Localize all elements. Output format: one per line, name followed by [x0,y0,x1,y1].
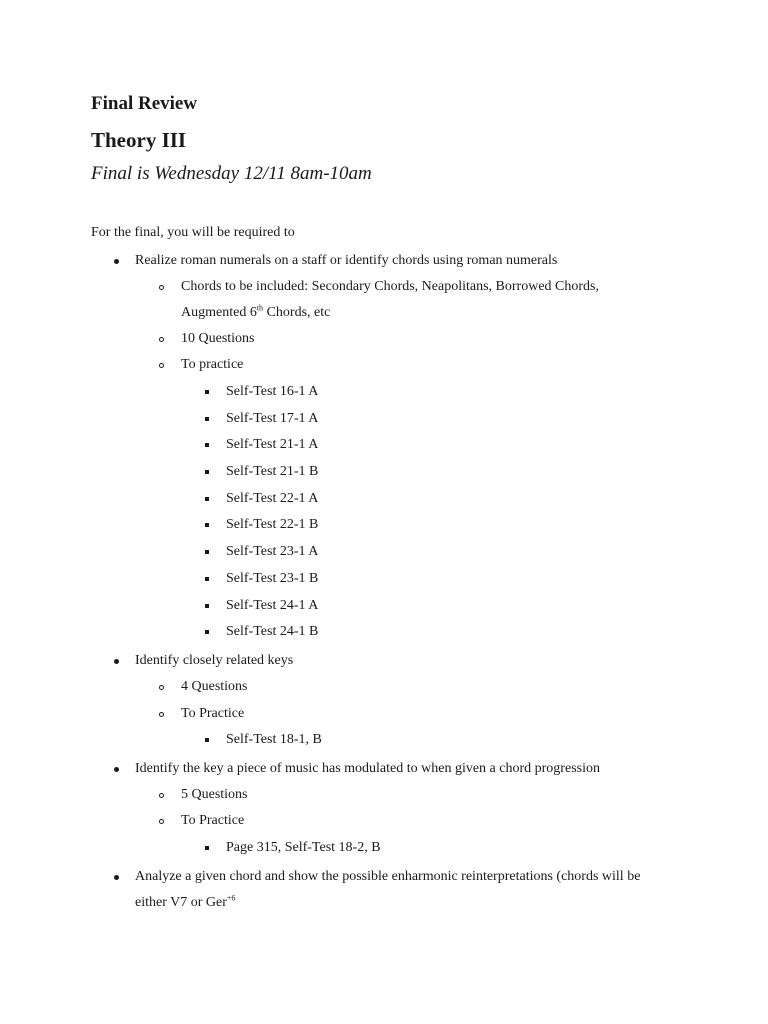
circle-bullet-icon [159,712,164,717]
circle-bullet-icon [159,337,164,342]
bullet-dot-icon [114,767,119,772]
self-test-item: Self-Test 17-1 A [226,411,319,426]
circle-bullet-icon [159,363,164,368]
bullet-dot-icon [114,659,119,664]
square-bullet-icon [205,738,209,742]
sub-item-chords: Chords to be included: Secondary Chords, Neapolitans, Borrowed Chords, [181,279,599,294]
square-bullet-icon [205,417,209,421]
sub-item-questions: 10 Questions [181,331,255,346]
course-name: Theory III [91,128,187,152]
item-enharmonic: Analyze a given chord and show the possible enharmonic reinterpretations (chords will be [135,869,641,884]
item-roman-numerals: Realize roman numerals on a staff or identify chords using roman numerals [135,253,558,268]
square-bullet-icon [205,390,209,394]
sub-item-chords-continued: Augmented 6th Chords, etc [181,303,331,320]
circle-bullet-icon [159,285,164,290]
self-test-item: Self-Test 22-1 A [226,491,319,506]
sub-item-practice: To practice [181,357,244,372]
self-test-item: Self-Test 22-1 B [226,517,319,532]
sub-item-practice: To Practice [181,706,245,721]
circle-bullet-icon [159,685,164,690]
self-test-item: Page 315, Self-Test 18-2, B [226,840,381,855]
self-test-item: Self-Test 21-1 B [226,464,319,479]
sub-item-questions: 4 Questions [181,679,248,694]
self-test-item: Self-Test 24-1 A [226,598,319,613]
square-bullet-icon [205,523,209,527]
square-bullet-icon [205,846,209,850]
bullet-dot-icon [114,875,119,880]
item-modulation: Identify the key a piece of music has modulated to when given a chord progression [135,761,600,776]
square-bullet-icon [205,497,209,501]
document-title: Final Review [91,93,198,114]
exam-date: Final is Wednesday 12/11 8am-10am [91,163,372,184]
square-bullet-icon [205,604,209,608]
sub-item-practice: To Practice [181,813,245,828]
self-test-item: Self-Test 23-1 A [226,544,319,559]
self-test-item: Self-Test 21-1 A [226,437,319,452]
square-bullet-icon [205,577,209,581]
intro-text: For the final, you will be required to [91,225,295,240]
square-bullet-icon [205,470,209,474]
circle-bullet-icon [159,793,164,798]
square-bullet-icon [205,630,209,634]
square-bullet-icon [205,443,209,447]
item-enharmonic-continued: either V7 or Ger$^{+6}$ [135,893,236,910]
sub-item-questions: 5 Questions [181,787,248,802]
bullet-dot-icon [114,259,119,264]
square-bullet-icon [205,550,209,554]
circle-bullet-icon [159,819,164,824]
self-test-item: Self-Test 18-1, B [226,732,322,747]
self-test-item: Self-Test 16-1 A [226,384,319,399]
self-test-item: Self-Test 23-1 B [226,571,319,586]
item-related-keys: Identify closely related keys [135,653,294,668]
self-test-item: Self-Test 24-1 B [226,624,319,639]
